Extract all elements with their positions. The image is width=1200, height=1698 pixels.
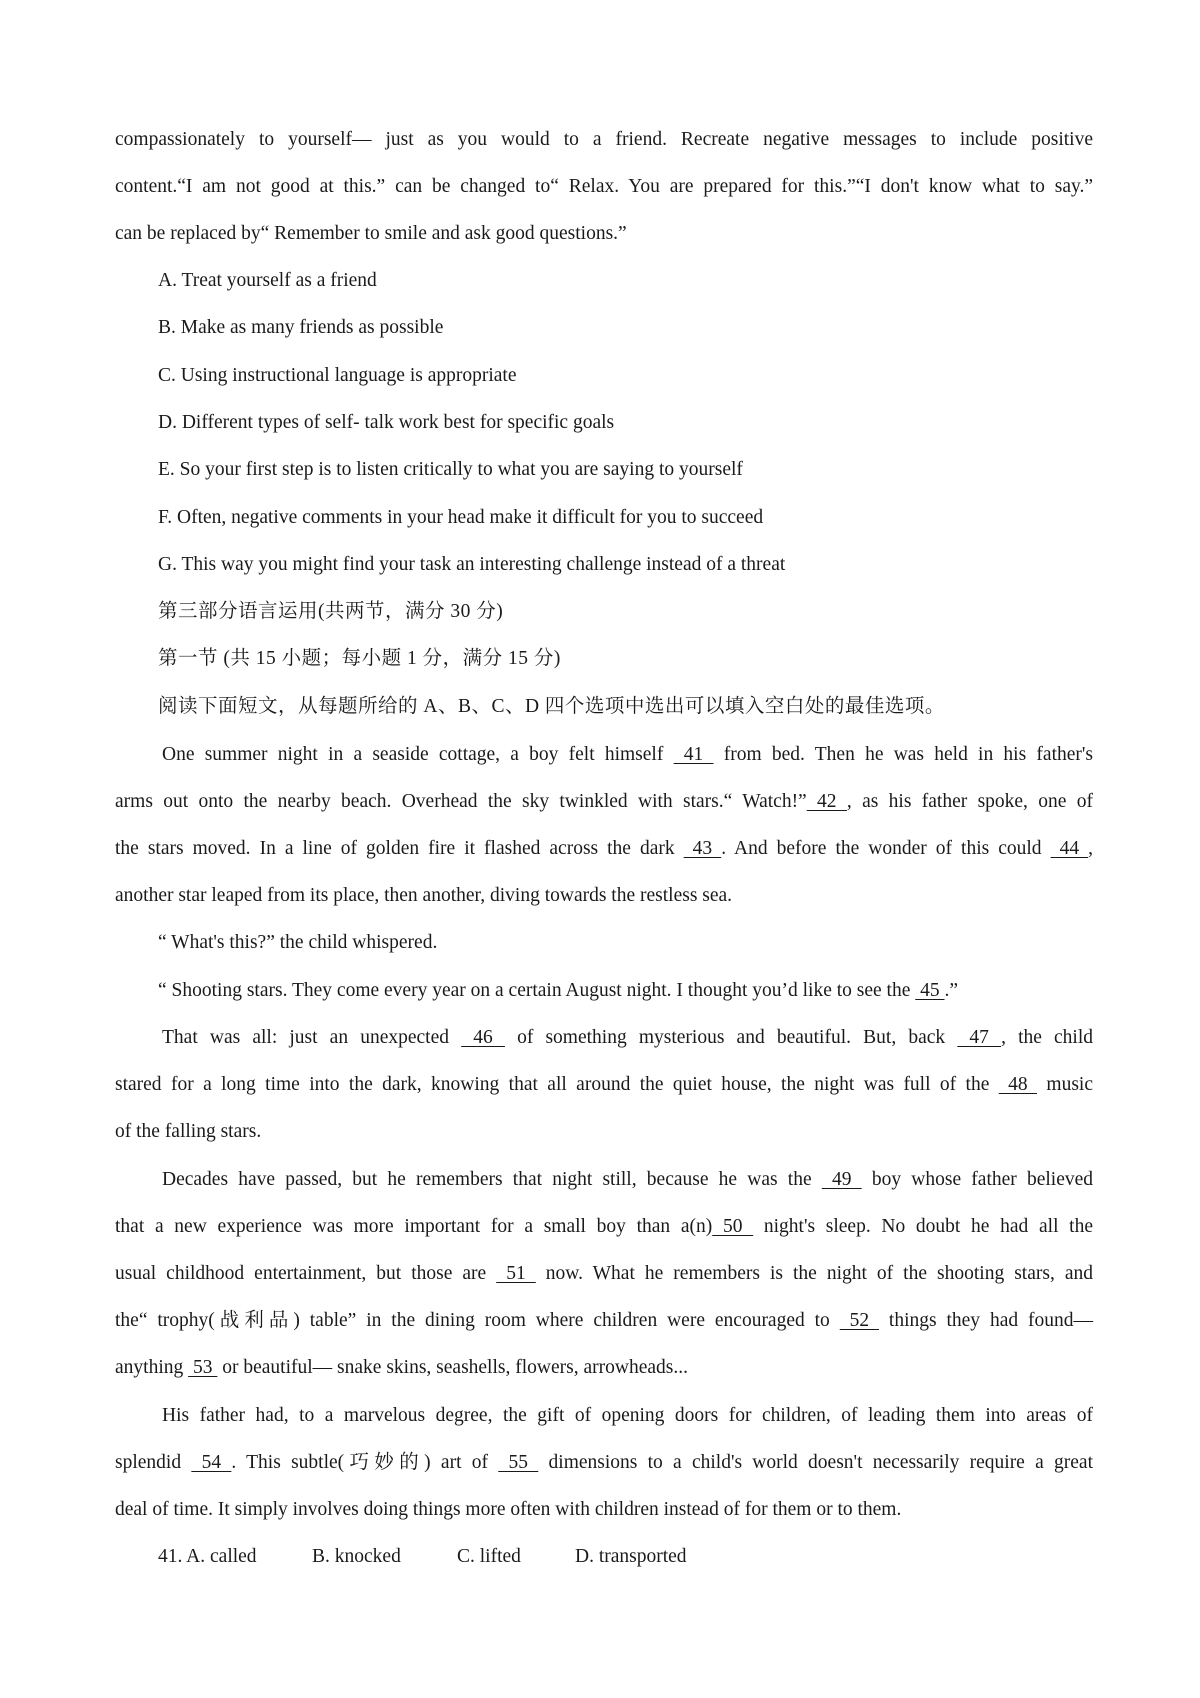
passage-p4-line-3: of the falling stars. [115, 1121, 262, 1142]
blank-51: 51 [496, 1263, 536, 1284]
blank-50: 50 [712, 1216, 754, 1237]
list-item: G. This way you might find your task an interesting challenge instead of a threat [158, 554, 786, 575]
blank-52: 52 [839, 1310, 880, 1331]
list-item: D. Different types of self- talk work best for specific goals [158, 412, 615, 433]
list-item: E. So your first step is to listen critically to what you are saying to yourself [158, 459, 743, 480]
list-item: C. Using instructional language is appropriate [158, 365, 517, 386]
passage-p5-line-1: Decades have passed, but he remembers that night still, because he was the 49 boy whose father believed [162, 1169, 1094, 1190]
question-41-option-b: B. knocked [312, 1546, 401, 1567]
passage-p6-line-2: splendid 54 . This subtle(巧妙的) art of 55 dimensions to a child's world doesn't necessarily require a great [115, 1452, 1093, 1473]
blank-55: 55 [498, 1452, 539, 1473]
question-41-option-d: D. transported [575, 1546, 687, 1567]
blank-53: 53 [188, 1357, 218, 1378]
passage-p5-line-2: that a new experience was more important for a small boy than a(n) 50 night's sleep. No doubt he had all the [115, 1216, 1094, 1237]
blank-48: 48 [998, 1074, 1038, 1095]
intro-line-1: compassionately to yourself— just as you would to a friend. Recreate negative messages to include positive [115, 129, 1093, 150]
blank-54: 54 [191, 1452, 232, 1473]
passage-p1-line-2: arms out onto the nearby beach. Overhead the sky twinkled with stars.“ Watch!” 42 , as his father spoke, one of [115, 791, 1093, 812]
blank-43: 43 [683, 838, 722, 859]
passage-p5-line-4: the“ trophy(战利品) table” in the dining room where children were encouraged to 52 things they had found— [115, 1310, 1093, 1331]
intro-line-2: content.“I am not good at this.” can be changed to“ Relax. You are prepared for this.”“I don't know what to say.” [115, 176, 1093, 197]
subsection-title: 第一节 (共 15 小题；每小题 1 分，满分 15 分) [158, 648, 561, 669]
blank-45: 45 [915, 980, 945, 1001]
part-title: 第三部分语言运用(共两节，满分 30 分) [158, 601, 504, 622]
passage-p2: “ What's this?” the child whispered. [158, 932, 438, 953]
passage-p4-line-2: stared for a long time into the dark, knowing that all around the quiet house, the night was full of the 48 music [115, 1074, 1093, 1095]
list-item: F. Often, negative comments in your head make it difficult for you to succeed [158, 507, 764, 528]
blank-49: 49 [821, 1169, 862, 1190]
instruction-text: 阅读下面短文，从每题所给的 A、B、C、D 四个选项中选出可以填入空白处的最佳选项。 [158, 696, 945, 717]
intro-line-3: can be replaced by“ Remember to smile and ask good questions.” [115, 223, 627, 244]
question-41-option-c: C. lifted [457, 1546, 521, 1567]
blank-47: 47 [957, 1027, 1002, 1048]
blank-42: 42 [806, 791, 847, 812]
blank-46: 46 [461, 1027, 505, 1048]
passage-p6-line-3: deal of time. It simply involves doing things more often with children instead of for them or to them. [115, 1499, 902, 1520]
passage-p1-line-1: One summer night in a seaside cottage, a boy felt himself 41 from bed. Then he was held in his father's [162, 744, 1093, 765]
passage-p6-line-1: His father had, to a marvelous degree, the gift of opening doors for children, of leading them into areas of [162, 1405, 1093, 1426]
passage-p3: “ Shooting stars. They come every year on a certain August night. I thought you’d like to see the 45 .” [158, 980, 959, 1001]
list-item: A. Treat yourself as a friend [158, 270, 377, 291]
passage-p5-line-5: anything 53 or beautiful— snake skins, seashells, flowers, arrowheads... [115, 1357, 688, 1378]
passage-p4-line-1: That was all: just an unexpected 46 of something mysterious and beautiful. But, back 47 , the child [162, 1027, 1094, 1048]
blank-44: 44 [1050, 838, 1089, 859]
passage-p1-line-4: another star leaped from its place, then another, diving towards the restless sea. [115, 885, 733, 906]
list-item: B. Make as many friends as possible [158, 317, 444, 338]
passage-p5-line-3: usual childhood entertainment, but those are 51 now. What he remembers is the night of the shooting stars, and [115, 1263, 1093, 1284]
passage-p1-line-3: the stars moved. In a line of golden fire it flashed across the dark 43 . And before the wonder of this could 44 , [115, 838, 1094, 859]
blank-41: 41 [673, 744, 714, 765]
question-41-option-a: 41. A. called [158, 1546, 257, 1567]
